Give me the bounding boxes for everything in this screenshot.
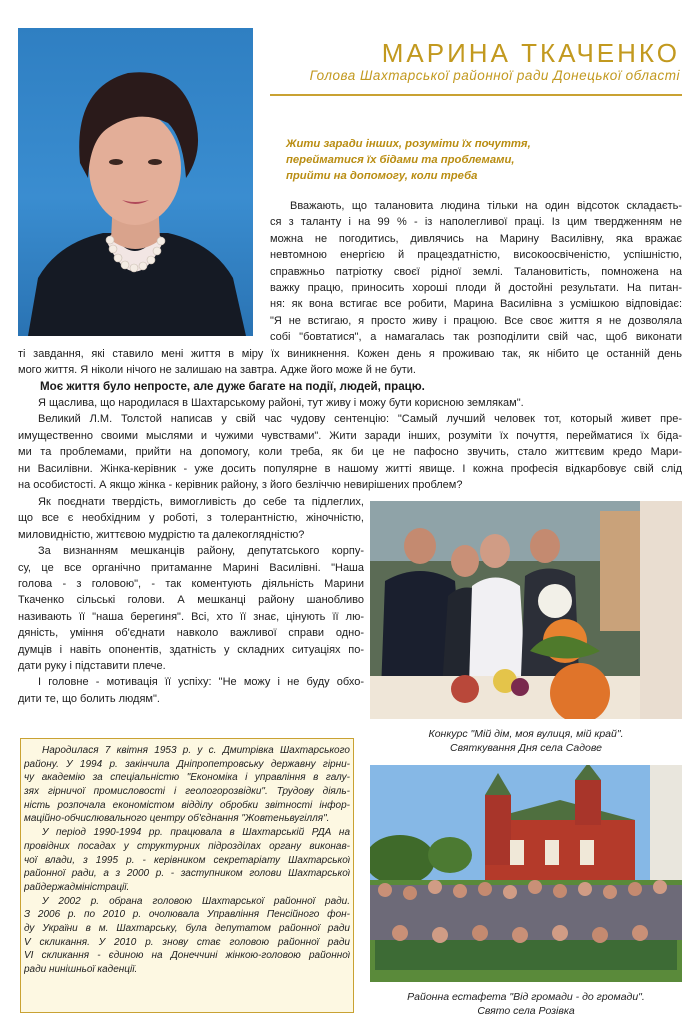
text-line: можна не погодитись, дивлячись на Марину Василівну, яка вражає <box>270 232 682 245</box>
text-line: "Я не встигаю, я просто живу і працюю. Все своє життя я не дозволяла <box>270 314 682 327</box>
text-line: ся з таланту і на 99 % - із наполегливої праці. Із цим твердженням не <box>270 216 682 229</box>
text-line: думців і навіть опонентів, здатність у складних ситуаціях по- <box>18 643 364 656</box>
biography-text <box>24 744 350 977</box>
text-line: справжньо патріотку своєї рідної землі. Талановитість, помножена на <box>270 265 682 278</box>
bio-line: Народилася 7 квітня 1953 р. у с. Дмитрівка Шахтарського <box>42 745 350 756</box>
bio-line: чої влади, з 1995 р. - керівником секретаріату Шахтарської <box>24 854 350 866</box>
caption-line: Святкування Дня села Садове <box>450 742 602 754</box>
body-paragraph <box>18 395 682 493</box>
text-line: невтомною енергією й працездатністю, високоосвіченістю, успішністю, <box>270 249 682 262</box>
text-line: називають її "наша берегиня". Всі, хто її знає, цінують її лю- <box>18 610 364 623</box>
text-line: имущественно своими мыслями и чужими чувствами". Жити заради інших, розуміти їх почуття, перейматися їх біда- <box>18 429 682 442</box>
bio-line: райдержадміністрації. <box>24 881 130 893</box>
text-line: важку працю, приносить хороші плоди й достойні результати. На питан- <box>270 281 682 294</box>
festival-photo <box>370 501 682 719</box>
text-line: дяність, уміння об'єднати навколо важливої справи одно- <box>18 627 364 640</box>
text-line: ня: як вона встигає все робити, Марина Василівна з усмішкою відповідає: <box>270 298 682 311</box>
text-line: Вважають, що талановита людина тільки на один відсоток складаєть- <box>290 200 682 212</box>
bio-line: маційно-обчислювального центру об'єднання "Жовтеньвугілля". <box>24 813 330 825</box>
text-line: мого життя. Я ніколи нічого не залишаю на завтра. Адже його може й не бути. <box>18 364 416 377</box>
text-line: миловидністю, життєвою мудрістю та далекоглядністю? <box>18 528 305 541</box>
text-line: дити те, що болить людям". <box>18 692 160 705</box>
portrait-photo <box>18 28 253 336</box>
bio-line: ність розпочала економістом відділу обробки звітності інфор- <box>24 799 350 811</box>
epigraph <box>286 136 576 184</box>
bio-line: провідних посадах у структурних підрозділах органу виконав- <box>24 840 350 852</box>
text-line: собі "бовтатися", а намагалась так розподілити свій час, щоб виконати <box>270 331 682 344</box>
person-position: Голова Шахтарської районної ради Донецької області <box>309 68 680 83</box>
text-line: Як поєднати твердість, вимогливість до себе та підлеглих, <box>38 496 364 508</box>
caption-line: Свято села Розівка <box>477 1005 575 1017</box>
header-divider <box>270 94 682 96</box>
epigraph-line: Жити заради інших, розуміти їх почуття, <box>286 138 531 150</box>
body-paragraph-left <box>18 494 364 707</box>
bio-line: ду України в м. Шахтарську, була депутатом районної ради <box>24 922 350 934</box>
bio-line: У 2002 р. обрана головою Шахтарської районної ради. <box>42 895 350 907</box>
bio-line: V скликання. У 2010 р. знову стає головою районної ради <box>24 936 350 948</box>
bio-line: чу академію за спеціальністю "Економіка і управління в галу- <box>24 772 350 784</box>
epigraph-line: перейматися їх бідами та проблемами, <box>286 154 515 166</box>
festival-photo-caption <box>370 727 682 755</box>
text-line: на особистості. А якщо жінка - керівник району, з його безліччю невирішених проблем? <box>18 478 463 491</box>
bio-line: районної ради, а з 2000 р. - заступником голови Шахтарської <box>24 868 350 880</box>
group-photo <box>370 765 682 982</box>
text-line: Ткаченко сільські голови. А мешканці району шанобливо <box>18 594 364 607</box>
text-line: дати руку і підставити плече. <box>18 659 166 672</box>
text-line: що все є необхідним у роботі, з толерантністю, жіночністю, <box>18 512 364 525</box>
text-line: ни Василівни. Жінка-керівник - уже досить популярне в нашому житті явище. І кожна професія відкарбовує свій слід <box>18 462 682 475</box>
epigraph-line: прийти на допомогу, коли треба <box>286 170 478 182</box>
text-line: ті завдання, які ставило мені життя в міру їх виникнення. Кожен день я проживаю так, як нібито це останній день <box>18 348 682 360</box>
bio-line: У період 1990-1994 рр. працювала в Шахтарській РДА на <box>42 827 350 839</box>
intro-paragraph-continued <box>18 346 682 379</box>
caption-line: Конкурс "Мій дім, моя вулиця, мій край". <box>428 728 624 740</box>
bio-line: VI скликання - єдиною на Донеччині жінкою-головою районної <box>24 950 350 962</box>
text-line: су, це все органічно притаманне Марині Василівні. "Наша <box>18 561 364 574</box>
intro-paragraph <box>270 198 682 346</box>
person-name: МАРИНА ТКАЧЕНКО <box>381 38 680 68</box>
text-line: За визнанням мешканців району, депутатського корпу- <box>38 545 364 558</box>
text-line: Великий Л.М. Толстой написав у свій час чудову сентенцію: "Самый лучший человек тот, который живет пре- <box>38 413 682 426</box>
caption-line: Районна естафета "Від громади - до громади". <box>407 991 645 1003</box>
bio-line: З 2006 р. по 2010 р. очолювала Управління Пенсійного фон- <box>24 909 350 921</box>
bio-line: району. У 1994 р. закінчила Дніпропетровську державну гірни- <box>24 758 350 770</box>
quote-highlight: Моє життя було непросте, але дуже багате на події, людей, працю. <box>40 380 425 393</box>
text-line: Я щаслива, що народилася в Шахтарському районі, тут живу і можу бути корисною землякам". <box>38 397 524 409</box>
bio-line: зях гірничої промисловості і геологорозвідки". Трудову діяль- <box>24 786 350 798</box>
group-photo-caption <box>370 990 682 1018</box>
bio-line: ради нинішньої каденції. <box>24 964 138 975</box>
text-line: ми та проблемами, прийти на допомогу, коли треба, як би це не пафосно звучить, стало життєвим кредо Мари- <box>18 446 682 459</box>
text-line: І головне - мотивація її успіху: "Не можу і не буду обхо- <box>38 676 364 689</box>
text-line: голова - з головою", - так коментують діяльність Марини <box>18 577 364 590</box>
